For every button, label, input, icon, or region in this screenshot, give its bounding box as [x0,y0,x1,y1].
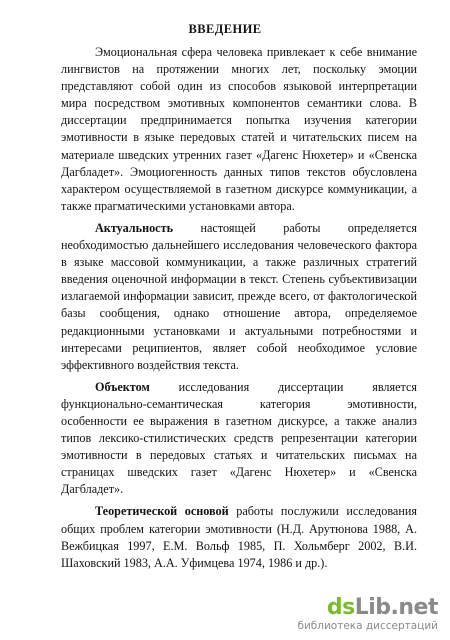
logo-net: .net [390,595,438,620]
logo-lib: Lib [354,595,391,620]
paragraph-relevance-text: настоящей работы определяется необходимостью дальнейшего исследования человеческого фактора в языке массовой коммуникации, а также различных стратегий введения оценочной информации в текст. Степень субъективизации излагаемой информации зависит, прежде всего, от фактологической базы сообщения, однако отношение автора, определяемое редакционными установками и актуальными потребностями и интересами реципиентов, являет собой необходимое условие эффективного воздействия текста. [61,220,417,372]
paragraph-intro [61,44,417,215]
watermark-subtitle: библиотека диссертаций [297,620,438,632]
paragraph-theory [61,503,417,571]
body-text [61,44,417,572]
dslib-logo [297,597,438,619]
paragraph-theory-lead: Теоретической основой [95,504,229,519]
paragraph-object-text: исследования диссертации является функционально-семантическая категория эмотивности, особенности ее выражения в газетном дискурсе, а также анализ типов лексико-стилистических средств репрезентации категории эмотивности в передовых статьях и читательских письмах на страницах шведских газет «Дагенс Нюхетер» и «Свенска Дагбладет». [61,379,417,497]
logo-ds: ds [326,595,355,620]
paragraph-intro-text: Эмоциональная сфера человека привлекает к себе внимание лингвистов на протяжении многих лет, поскольку эмоции представляют собой один из способов языковой интерпретации мира посредством эмотивных компонентов семантики слова. В диссертации предпринимается попытка изучения категории эмотивности в языке передовых статей и читательских писем на материале шведских утренних газет «Дагенс Нюхетер» и «Свенска Дагбладет». Эмоциогенность данных типов текстов обусловлена характером осуществляемой в газетном дискурсе коммуникации, а также прагматическими установками автора. [61,45,417,213]
page-title: ВВЕДЕНИЕ [188,22,262,36]
paragraph-relevance [61,220,417,374]
paragraph-object [61,379,417,499]
dslib-watermark [297,597,438,632]
paragraph-object-lead: Объектом [95,379,150,394]
paragraph-relevance-lead: Актуальность [95,220,174,235]
paragraph-theory-text: работы послужили исследования общих проблем категории эмотивности (Н.Д. Арутюнова 1988, А. Вежбицкая 1997, Е.М. Вольф 1985, П. Хольмберг 2002, В.И. Шаховский 1983, А.А. Уфимцева 1974, 1986 и др.). [61,504,417,570]
